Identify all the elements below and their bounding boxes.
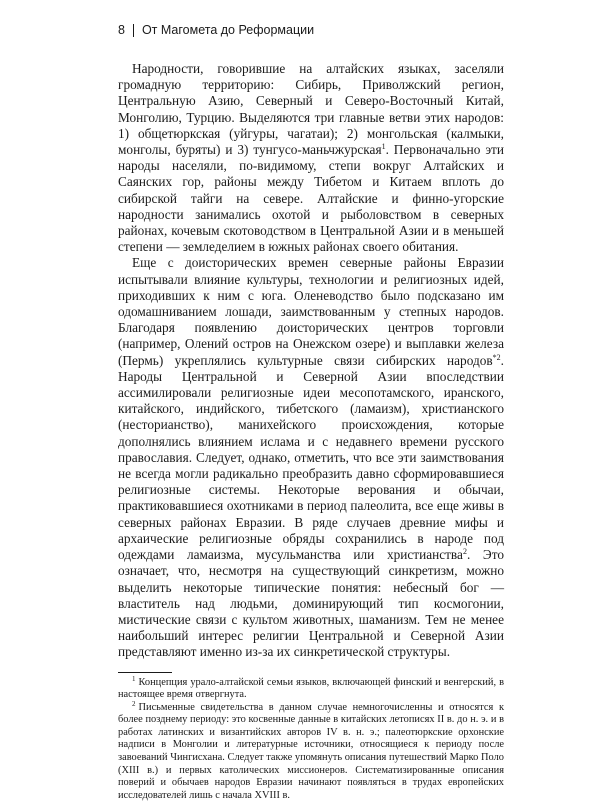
footnote-ref-star-2: *2 (492, 352, 501, 362)
footnote-1-mark: 1 (132, 674, 136, 683)
paragraph-2 (118, 255, 504, 660)
running-title: От Магомета до Реформации (141, 23, 315, 37)
footnote-2-text: Письменные свидетельства в данном случае немногочисленны и относятся к более позднему периоду: это косвенные данные в китайских летописях II в. до н. э. и в работах латинских и византийских авторов IV в. н. э.; палеотюркские орхонские надписи в Монголии и литературные источники, относящиеся к периоду после завоеваний Чингисхана. Следует также упомянуть описания путешествий Марко Поло (XIII в.) и первых католических миссионеров. Систематизированные описания поверий и обычаев народов Евразии начинают появляться в трудах европейских исследователей лишь с начала XVIII в. (118, 701, 504, 801)
paragraph-2-text-c: . Это означает, что, несмотря на существующий синкретизм, можно выделить некоторые типические понятия: небесный бог — властитель над людьми, доминирующий тип космогонии, мистические связи с культом животных, шаманизм. Тем не менее наибольший интерес религии Центральной и Северной Азии представляют именно из-за их синкретической структуры. (118, 547, 504, 660)
footnote-2-mark: 2 (132, 699, 136, 708)
paragraph-2-text-b: . Народы Центральной и Северной Азии впоследствии ассимилировали религиозные идеи месопотамского, иранского, китайского, индийского, тибетского (ламаизм), христианского (несторианство), манихейского происхождения, которые дополнялись влиянием ислама и с недавнего времени русского православия. Следует, однако, отметить, что все эти заимствования не всегда могли радикально преобразить давно сформировавшиеся религиозные системы. Некоторые верования и обычаи, практиковавшиеся охотниками в период палеолита, все еще живы в северных районах Евразии. В ряде случаев древние мифы и архаические религиозные обряды сохранились в народе под одеждами ламаизма, мусульманства или христианства (118, 352, 504, 563)
page-number: 8 (118, 23, 125, 37)
paragraph-1 (118, 61, 504, 255)
footnote-2 (118, 699, 504, 802)
footnote-ref-1: 1 (381, 142, 386, 152)
paragraph-1-text-b: . Первоначально эти народы населяли, по-видимому, степи вокруг Алтайских и Саянских гор, районы между Тибетом и Китаем вплоть до сибирской тайги на севере. Алтайские и финно-угорские народности занимались охотой и рыболовством в северных районах, кочевым скотоводством в Центральной Азии и в меньшей степени — земледелием в южных районах своего обитания. (118, 142, 504, 255)
footnote-ref-2: 2 (462, 547, 467, 557)
header-separator (133, 24, 134, 37)
footnote-1-text: Концепция урало-алтайской семьи языков, включающей финский и венгерский, в настоящее время отвергнута. (118, 676, 504, 701)
footnotes (118, 674, 504, 802)
paragraph-1-text-a: Народности, говорившие на алтайских языках, заселяли громадную территорию: Сибирь, Приволжский регион, Центральную Азию, Северный и Северо-Восточный Китай, Монголию, Турцию. Выделяются три главные ветви этих народов: 1) общетюркская (уйгуры, чагатаи); 2) монгольская (калмыки, монголы, буряты) и 3) тунгусо-маньчжурская (118, 61, 504, 158)
book-page (118, 22, 504, 802)
main-text (118, 61, 504, 661)
paragraph-2-text-a: Еще с доисторических времен северные районы Евразии испытывали влияние культуры, технологии и религиозных идей, приходивших к ним с юга. Оленеводство было подсказано им одомашниванием лошади, заимствованным у степных народов. Благодаря появлению доисторических центров торговли (например, Олений остров на Онежском озере) и выплавки железа (Пермь) укреплялись культурные связи сибирских народов (118, 255, 504, 368)
footnote-1 (118, 674, 504, 702)
running-header (118, 22, 504, 38)
footnote-rule (118, 672, 172, 673)
